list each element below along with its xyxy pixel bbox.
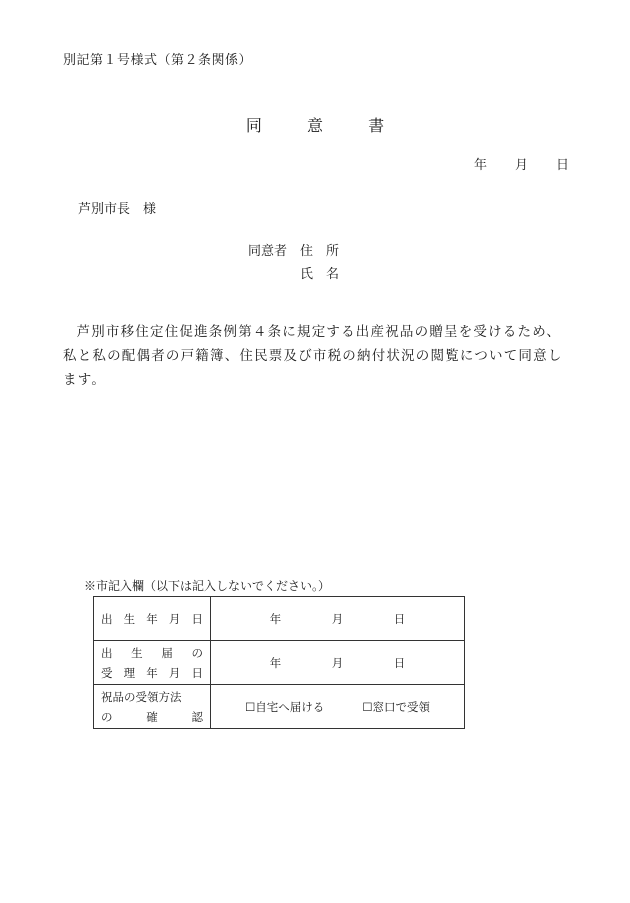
birth-registration-row bbox=[94, 641, 465, 685]
document-title bbox=[0, 113, 630, 136]
date-month-label: 月 bbox=[515, 158, 529, 173]
table-label-text: の bbox=[101, 709, 113, 724]
birth-month-unit: 月 bbox=[331, 611, 344, 626]
table-label-text: 日 bbox=[191, 611, 203, 626]
consent-body-text: 芦別市移住定住促進条例第４条に規定する出産祝品の贈呈を受けるため、私と私の配偶者の戸籍簿、住民票及び市税の納付状況の閲覧について同意します。 bbox=[63, 324, 563, 388]
receipt-method-row bbox=[94, 685, 465, 729]
birth-registration-value-cell bbox=[211, 641, 465, 685]
title-char-1: 同 bbox=[245, 116, 262, 135]
birth-year-unit: 年 bbox=[269, 611, 282, 626]
table-label-text: 月 bbox=[168, 611, 181, 626]
birth-registration-label bbox=[94, 641, 211, 685]
form-number-label: 別記第１号様式（第２条関係） bbox=[63, 53, 253, 68]
consenter-name-label: 氏 名 bbox=[300, 267, 340, 282]
table-label-text: 生 bbox=[131, 645, 143, 660]
title-char-3: 書 bbox=[368, 116, 385, 135]
addressee: 芦別市長 様 bbox=[78, 202, 157, 217]
birth-date-label bbox=[94, 597, 211, 641]
receipt-method-value-cell bbox=[211, 685, 465, 729]
registration-month-unit: 月 bbox=[331, 655, 344, 670]
table-label-text: 確 bbox=[146, 709, 158, 724]
table-label-text: の bbox=[191, 645, 203, 660]
table-label-text: 出 bbox=[101, 645, 113, 660]
title-char-2: 意 bbox=[306, 116, 323, 135]
table-label-text: 認 bbox=[191, 709, 203, 724]
date-year-label: 年 bbox=[474, 158, 488, 173]
office-use-table bbox=[93, 596, 465, 729]
date-day-label: 日 bbox=[556, 158, 570, 173]
table-label-text: 理 bbox=[123, 665, 136, 680]
table-label-text: 受 bbox=[101, 665, 113, 680]
table-label-text: 月 bbox=[168, 665, 181, 680]
counter-pickup-checkbox[interactable]: ☐窓口で受領 bbox=[362, 699, 431, 714]
table-label-text: 出 bbox=[101, 611, 113, 626]
table-label-text: 日 bbox=[191, 665, 203, 680]
table-label-text: 生 bbox=[123, 611, 136, 626]
office-use-note: ※市記入欄（以下は記入しないでください。） bbox=[84, 579, 331, 593]
birth-date-value-cell bbox=[211, 597, 465, 641]
table-label-text: 年 bbox=[146, 611, 158, 626]
birth-date-row bbox=[94, 597, 465, 641]
registration-day-unit: 日 bbox=[393, 655, 406, 670]
consenter-address-label: 住 所 bbox=[300, 244, 340, 259]
receipt-method-label bbox=[94, 685, 211, 729]
home-delivery-checkbox[interactable]: ☐自宅へ届ける bbox=[244, 699, 325, 714]
consenter-label: 同意者 bbox=[248, 244, 288, 259]
table-label-text: 届 bbox=[161, 645, 173, 660]
table-label-text: 祝品の受領方法 bbox=[101, 689, 182, 704]
registration-year-unit: 年 bbox=[269, 655, 282, 670]
table-label-text: 年 bbox=[146, 665, 158, 680]
birth-day-unit: 日 bbox=[393, 611, 406, 626]
